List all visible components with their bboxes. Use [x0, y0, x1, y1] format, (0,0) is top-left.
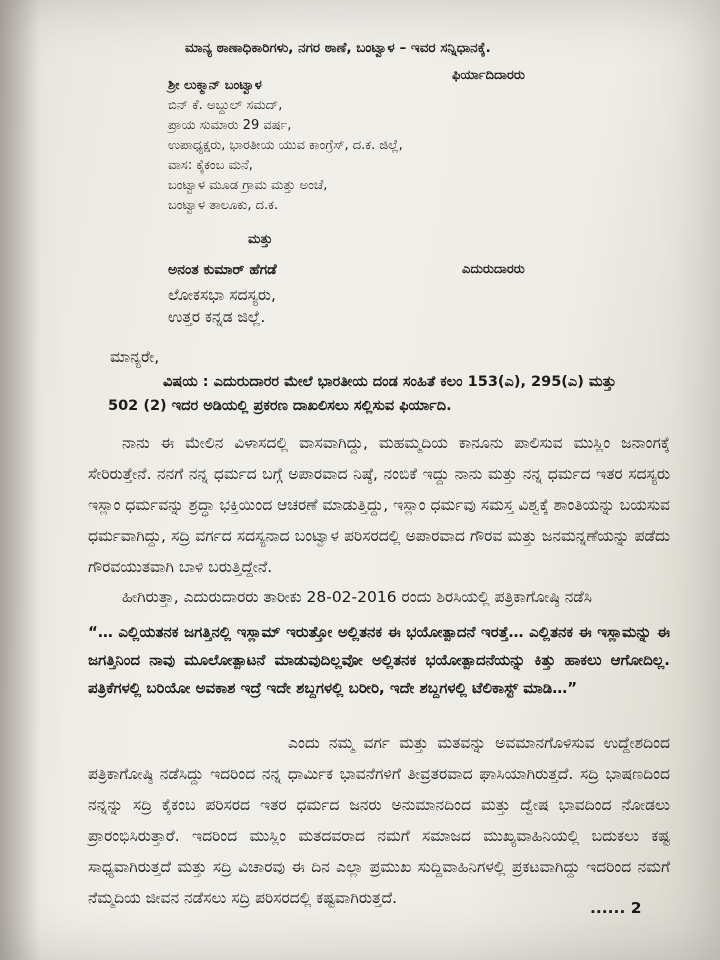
salutation: ಮಾನ್ಯರೇ, — [110, 348, 160, 366]
quoted-speech: “… ಎಲ್ಲಿಯತನಕ ಜಗತ್ತಿನಲ್ಲಿ ಇಸ್ಲಾಮ್ ಇರುತ್ತೋ ಅಲ್ಲಿತನಕ ಈ ಭಯೋತ್ಪಾದನೆ ಇರತ್ತೆ… ಎಲ್ಲಿತನಕ ಈ ಇಸ್ಲಾಮನ್ನು ಈ ಜಗತ್ತಿನಿಂದ ನಾವು ಮೂಲೋತ್ಪಾಟನೆ ಮಾಡುವುದಿಲ್ಲವೋ ಅಲ್ಲಿತನಕ ಭಯೋತ್ಪಾದನೆಯನ್ನು ಕಿತ್ತು ಹಾಕಲು ಆಗೋದಿಲ್ಲ. ಪತ್ರಿಕೆಗಳಲ್ಲಿ ಬರಿಯೋ ಅವಕಾಶ ಇದ್ರೆ ಇದೇ ಶಬ್ದಗಳಲ್ಲಿ ಬರೀರಿ, ಇದೇ ಶಬ್ದಗಳಲ್ಲಿ ಟೆಲಿಕಾಸ್ಟ್ ಮಾಡಿ…” — [88, 623, 670, 697]
complainant-line: ಬಿನ್ ಕೆ. ಅಬ್ದುಲ್ ಸಮದ್, — [168, 98, 283, 113]
body-paragraph-2: ಹೀಗಿರುತ್ತಾ, ಎದುರುದಾರರು ತಾರೀಕು 28-02-2016 ರಂದು ಶಿರಸಿಯಲ್ಲಿ ಪತ್ರಿಕಾಗೋಷ್ಠಿ ನಡೆಸಿ — [122, 588, 593, 606]
complainant-name: ಶ್ರೀ ಲುಕ್ಮಾನ್ ಬಂಟ್ವಾಳ — [168, 78, 262, 93]
respondent-line: ಲೋಕಸಭಾ ಸದಸ್ಯರು, — [168, 286, 276, 304]
complainant-line: ಬಂಟ್ವಾಳ ಮೂಡ ಗ್ರಾಮ ಮತ್ತು ಅಂಚೆ, — [168, 178, 328, 193]
page-continuation-marker: ...... 2 — [590, 899, 642, 917]
conjunction-and: ಮತ್ತು — [248, 232, 273, 247]
subject-line-1: ವಿಷಯ : ಎದುರುದಾರರ ಮೇಲೆ ಭಾರತೀಯ ದಂಡ ಸಂಹಿತೆ ಕಲಂ 153(ಎ), 295(ಎ) ಮತ್ತು — [163, 374, 617, 390]
page-shadow — [0, 0, 40, 960]
body-paragraph-1: ನಾನು ಈ ಮೇಲಿನ ವಿಳಾಸದಲ್ಲಿ ವಾಸವಾಗಿದ್ದು, ಮಹಮ್ಮದಿಯ ಕಾನೂನು ಪಾಲಿಸುವ ಮುಸ್ಲಿಂ ಜನಾಂಗಕ್ಕೆ ಸೇರಿರುತ್ತೇನೆ. ನನಗೆ ನನ್ನ ಧರ್ಮದ ಬಗ್ಗೆ ಅಪಾರವಾದ ನಿಷ್ಠೆ, ನಂಬಿಕೆ ಇದ್ದು ನಾನು ಮತ್ತು ನನ್ನ ಧರ್ಮದ ಇತರ ಸದಸ್ಯರು ಇಸ್ಲಾಂ ಧರ್ಮವನ್ನು ಶ್ರದ್ಧಾ ಭಕ್ತಿಯಿಂದ ಆಚರಣೆ ಮಾಡುತ್ತಿದ್ದು, ಇಸ್ಲಾಂ ಧರ್ಮವು ಸಮಸ್ತ ವಿಶ್ವಕ್ಕೆ ಶಾಂತಿಯನ್ನು ಬಯಸುವ ಧರ್ಮವಾಗಿದ್ದು, ಸದ್ರಿ ವರ್ಗದ ಸದಸ್ಯನಾದ ಬಂಟ್ವಾಳ ಪರಿಸರದಲ್ಲಿ ಅಪಾರವಾದ ಗೌರವ ಮತ್ತು ಜನಮನ್ನಣೆಯನ್ನು ಪಡೆದು ಗೌರವಯುತವಾಗಿ ಬಾಳಿ ಬರುತ್ತಿದ್ದೇನೆ. — [88, 434, 671, 576]
respondent-role: ಎದುರುದಾರರು — [462, 262, 525, 277]
complainant-line: ಪ್ರಾಯ ಸುಮಾರು 29 ವರ್ಷ, — [168, 118, 292, 133]
complainant-role: ಫಿರ್ಯಾದಿದಾರರು — [452, 68, 525, 83]
complainant-line: ವಾಸ: ಕೈಕಂಬ ಮನೆ, — [168, 158, 253, 173]
respondent-line: ಉತ್ತರ ಕನ್ನಡ ಜಿಲ್ಲೆ. — [168, 308, 266, 326]
respondent-name: ಅನಂತ ಕುಮಾರ್ ಹೆಗಡೆ — [168, 262, 277, 278]
letter-heading: ಮಾನ್ಯ ಠಾಣಾಧಿಕಾರಿಗಳು, ನಗರ ಠಾಣೆ, ಬಂಟ್ವಾಳ – ಇವರ ಸನ್ನಿಧಾನಕ್ಕೆ. — [185, 40, 491, 56]
body-paragraph-3: ಎಂದು ನಮ್ಮ ವರ್ಗ ಮತ್ತು ಮತವನ್ನು ಅವಮಾನಗೊಳಿಸುವ ಉದ್ದೇಶದಿಂದ ಪತ್ರಿಕಾಗೋಷ್ಠಿ ನಡೆಸಿದ್ದು ಇದರಿಂದ ನನ್ನ ಧಾರ್ಮಿಕ ಭಾವನೆಗಳಿಗೆ ತೀವ್ರತರವಾದ ಘಾಸಿಯಾಗಿರುತ್ತದೆ. ಸದ್ರಿ ಭಾಷಣದಿಂದ ನನ್ನನ್ನು ಸದ್ರಿ ಕೈಕಂಬ ಪರಿಸರದ ಇತರ ಧರ್ಮದ ಜನರು ಅನುಮಾನದಿಂದ ಮತ್ತು ದ್ವೇಷ ಭಾವದಿಂದ ನೋಡಲು ಪ್ರಾರಂಭಿಸಿರುತ್ತಾರೆ. ಇದರಿಂದ ಮುಸ್ಲಿಂ ಮತದವರಾದ ನಮಗೆ ಸಮಾಜದ ಮುಖ್ಯವಾಹಿನಿಯಲ್ಲಿ ಬದುಕಲು ಕಷ್ಟ ಸಾಧ್ಯವಾಗಿರುತ್ತದೆ ಮತ್ತು ಸದ್ರಿ ವಿಚಾರವು ಈ ದಿನ ಎಲ್ಲಾ ಪ್ರಮುಖ ಸುದ್ದಿವಾಹಿನಿಗಳಲ್ಲಿ ಪ್ರಕಟವಾಗಿದ್ದು ಇದರಿಂದ ನಮಗೆ ನೆಮ್ಮದಿಯ ಜೀವನ ನಡೆಸಲು ಸದ್ರಿ ಪರಿಸರದಲ್ಲಿ ಕಷ್ಟವಾಗಿರುತ್ತದೆ. — [88, 734, 670, 907]
subject-line-2: 502 (2) ಇದರ ಅಡಿಯಲ್ಲಿ ಪ್ರಕರಣ ದಾಖಲಿಸಲು ಸಲ್ಲಿಸುವ ಫಿರ್ಯಾದಿ. — [108, 398, 452, 414]
complainant-line: ಬಂಟ್ವಾಳ ತಾಲೂಕು, ದ.ಕ. — [168, 198, 279, 213]
complainant-line: ಉಪಾಧ್ಯಕ್ಷರು, ಭಾರತೀಯ ಯುವ ಕಾಂಗ್ರೆಸ್, ದ.ಕ. ಜಿಲ್ಲೆ, — [168, 138, 403, 153]
